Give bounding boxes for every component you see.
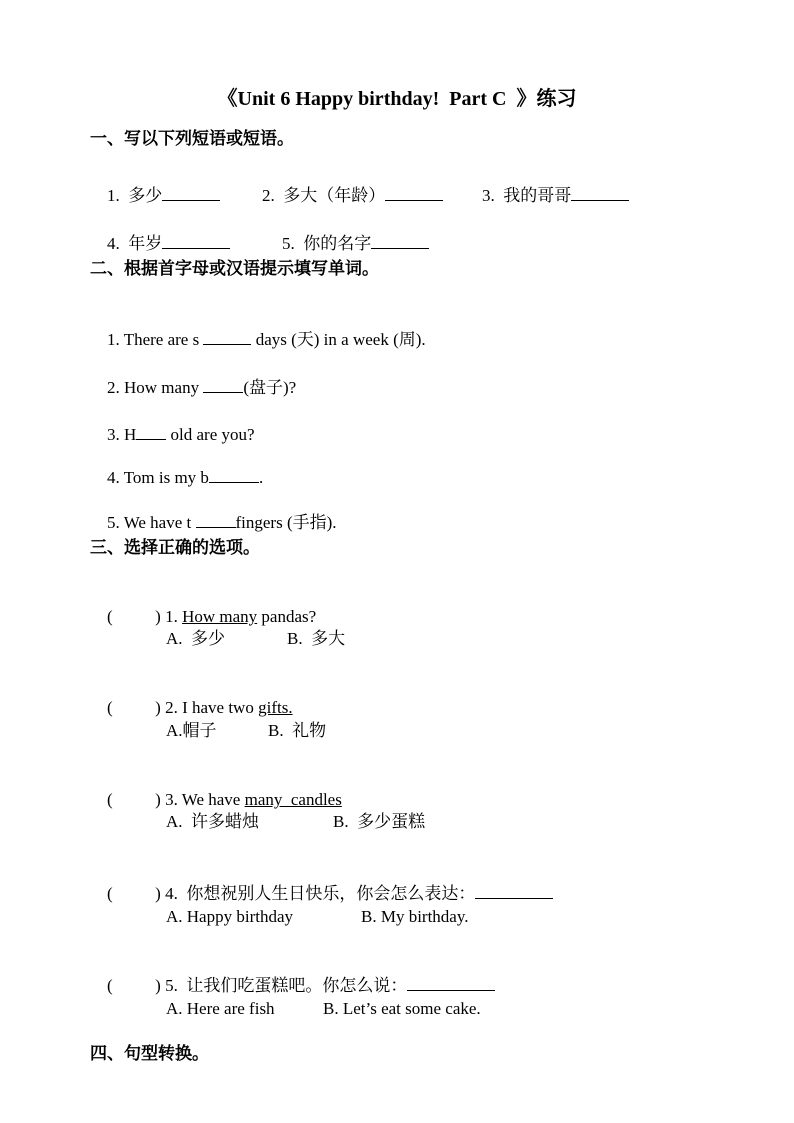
part3-q1-option-a: A. 多少	[166, 629, 226, 648]
part3-q3-underlined: many candles	[244, 790, 342, 809]
answer-blank[interactable]	[385, 184, 443, 201]
part2-q1-text-b: days (天) in a week (周).	[251, 330, 426, 349]
answer-blank[interactable]	[209, 466, 259, 483]
answer-paren[interactable]: ( )	[107, 698, 161, 717]
part3-q4-option-b: B. My birthday.	[361, 907, 469, 926]
answer-paren[interactable]: ( )	[107, 607, 161, 626]
part3-q4-option-a: A. Happy birthday	[166, 907, 294, 926]
part3-question-4	[90, 860, 553, 927]
part2-q3-text-a: 3. H	[107, 425, 137, 444]
answer-blank[interactable]	[162, 184, 220, 201]
answer-blank[interactable]	[371, 232, 429, 249]
part1-item-3-label: 3. 我的哥哥	[482, 186, 572, 205]
section-heading-4: 四、句型转换。	[90, 1044, 209, 1063]
part1-item-1-label: 1. 多少	[107, 186, 163, 205]
answer-paren[interactable]: ( )	[107, 790, 161, 809]
section-heading-3: 三、选择正确的选项。	[90, 538, 260, 557]
part3-q2-option-b: B. 礼物	[268, 721, 327, 740]
part1-item-5-label: 5. 你的名字	[282, 234, 372, 253]
answer-paren[interactable]: ( )	[107, 976, 161, 995]
part2-q4-text-a: 4. Tom is my b	[107, 468, 209, 487]
part3-q3-text: 3. We have	[160, 790, 245, 809]
answer-blank[interactable]	[407, 974, 495, 991]
part2-q1-text-a: 1. There are s	[107, 330, 204, 349]
part2-q4-text-b: .	[258, 468, 264, 487]
part3-q2-text: 2. I have two	[160, 698, 259, 717]
answer-blank[interactable]	[162, 232, 230, 249]
answer-blank[interactable]	[475, 882, 553, 899]
page-title: 《Unit 6 Happy birthday! Part C 》练习	[217, 88, 577, 110]
answer-paren[interactable]: ( )	[107, 884, 161, 903]
part1-item-3	[465, 162, 629, 229]
part3-q1-underlined: How many	[182, 607, 258, 626]
part3-q5-option-b: B. Let’s eat some cake.	[323, 999, 481, 1018]
part3-q3-option-a: A. 许多蜡烛	[166, 812, 260, 831]
part3-q4-text: 4. 你想祝别人生日快乐，你会怎么表达：	[160, 884, 476, 903]
part2-q3-text-b: old are you?	[166, 425, 255, 444]
answer-blank[interactable]	[136, 423, 166, 440]
section-heading-1: 一、写以下列短语或短语。	[90, 129, 294, 148]
part1-item-4-label: 4. 年岁	[107, 234, 163, 253]
part3-q1-text: 1.	[160, 607, 183, 626]
part3-q5-option-a: A. Here are fish	[166, 999, 275, 1018]
answer-blank[interactable]	[571, 184, 629, 201]
part3-q1-option-b: B. 多大	[287, 629, 346, 648]
part3-q2-option-a: A.帽子	[166, 721, 217, 740]
part3-q1-rest: pandas?	[257, 607, 317, 626]
part3-q5-text: 5. 让我们吃蛋糕吧。你怎么说：	[160, 976, 408, 995]
part3-q2-underlined: gifts.	[258, 698, 293, 717]
part3-q3-option-b: B. 多少蛋糕	[333, 812, 426, 831]
answer-blank[interactable]	[203, 328, 251, 345]
section-heading-2: 二、根据首字母或汉语提示填写单词。	[90, 259, 379, 278]
answer-blank[interactable]	[203, 376, 243, 393]
part2-q5-text-a: 5. We have t	[107, 513, 196, 532]
part2-q2-text-b: (盘子)?	[243, 378, 297, 397]
part2-q5-text-b: fingers (手指).	[235, 513, 337, 532]
answer-blank[interactable]	[196, 511, 236, 528]
part1-item-2-label: 2. 多大（年龄）	[262, 186, 386, 205]
part2-q2-text-a: 2. How many	[107, 378, 204, 397]
